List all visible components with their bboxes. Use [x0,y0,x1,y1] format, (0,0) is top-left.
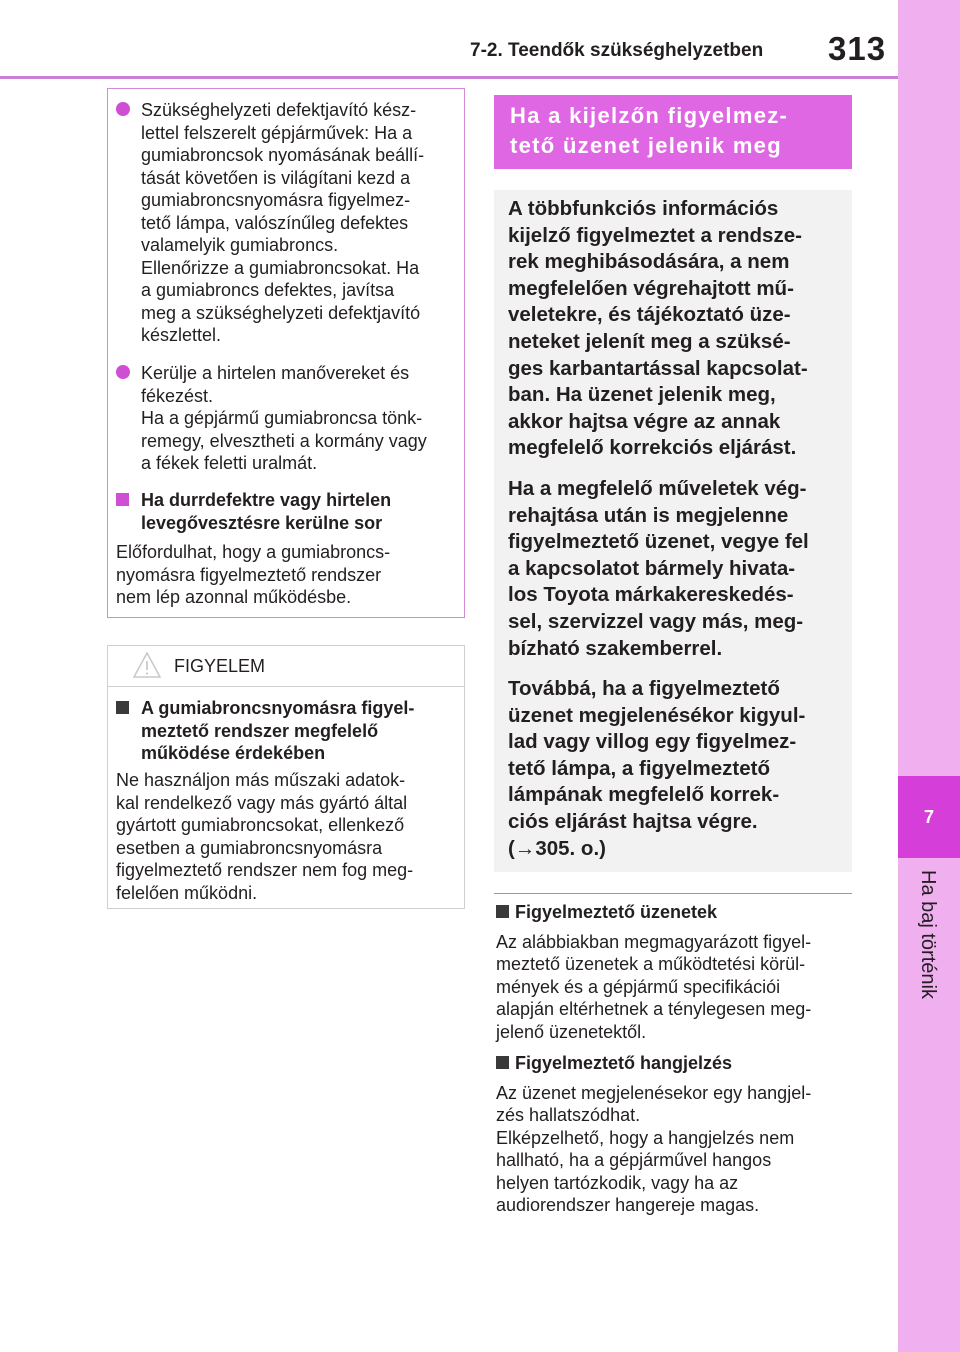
note-subheading-text [141,489,460,534]
note-bullet-1-text [141,99,460,347]
text-line: meztető üzenetek a működtetési körül- [496,954,806,974]
text-line: gyártott gumiabroncsokat, ellenkező [116,815,405,835]
text-line: Előfordulhat, hogy a gumiabroncs- [116,542,391,562]
text-line: alapján eltérhetnek a ténylegesen meg- [496,999,812,1019]
warning-title: FIGYELEM [174,656,266,676]
sound-heading [496,1052,852,1075]
text-line: meztető rendszer megfelelő [141,720,379,741]
text-line: sel, szervizzel vagy más, meg- [508,609,804,633]
warning-subheading-text [141,697,460,765]
text-line: kal rendelkező vagy más gyártó által [116,792,408,813]
note-subheading [116,489,460,534]
info-box [494,190,852,872]
warning-header [108,646,464,687]
text-line: Szükséghelyzeti defektjavító kész- [141,100,417,120]
note-bullet-2 [116,362,460,475]
text-line: lad vagy villog egy figyelmez- [508,730,797,754]
header-rule [0,76,898,79]
section-heading [494,95,852,169]
text-line: jelenő üzenetektől. [496,1021,647,1042]
text-line: helyen tartózkodik, vagy ha az [496,1172,739,1193]
text-line: ban. Ha üzenet jelenik meg, [508,383,776,407]
divider [494,893,852,894]
text-line: mények és a gépjármű specifikációi [496,976,781,997]
text-line: A gumiabroncsnyomásra figyel- [141,698,415,718]
text-line: Ne használjon más műszaki adatok- [116,770,406,790]
text-line: tását követően is világítani kezd a [141,167,411,188]
square-bullet-icon [116,493,129,506]
warning-triangle-icon [132,651,162,679]
text-line: megfelelően végrehajtott mű- [508,276,794,300]
text-line: Az üzenet megjelenésekor egy hangjel- [496,1082,812,1103]
text-line: a fékek feletti uralmát. [141,453,318,473]
chapter-number-tab: 7 [898,776,960,858]
text-line: tető lámpa, valószínűleg defektes [141,212,409,233]
text-line: megfelelő korrekciós eljárást. [508,436,797,460]
text-line: Kerülje a hirtelen manővereket és [141,363,410,383]
messages-body [496,931,852,1044]
text-line: Továbbá, ha a figyelmeztető [508,677,780,700]
sound-body [496,1082,852,1217]
text-line: a gumiabroncs defektes, javítsa [141,280,395,300]
bullet-dot-icon [116,365,130,379]
text-line: tető üzenet jelenik meg [510,133,782,158]
text-line: Ha a megfelelő műveletek vég- [508,477,807,500]
text-line: valamelyik gumiabroncs. [141,235,339,255]
info-paragraph-2 [508,476,844,662]
warning-body [116,769,460,904]
text-line: kijelző figyelmeztet a rendsze- [508,223,802,247]
text-line: felelően működni. [116,882,258,903]
text-line: hallható, ha a gépjárművel hangos [496,1150,772,1170]
text-line: lettel felszerelt gépjárművek: Ha a [141,122,413,143]
text-line: nem lép azonnal működésbe. [116,587,352,607]
text-line: Ha a kijelzőn figyelmez- [510,103,789,128]
section-title: 7-2. Teendők szükséghelyzetben [470,40,764,61]
text-line: Ha a gépjármű gumiabroncsa tönk- [141,408,423,428]
chapter-side-band [898,0,960,1352]
text-line: bízható szakemberrel. [508,636,723,660]
text-line: működése érdekében [141,743,326,763]
text-line: Elképzelhető, hogy a hangjelzés nem [496,1127,795,1148]
text-line: tető lámpa, a figyelmeztető [508,756,771,780]
text-line: audiorendszer hangereje magas. [496,1195,760,1215]
info-paragraph-3 [508,676,844,862]
warning-subheading [116,697,460,765]
note-bullet-2-text [141,362,460,475]
text-line: Ellenőrizze a gumiabroncsokat. Ha [141,257,420,278]
text-line: zés hallatszódhat. [496,1105,641,1125]
text-line: figyelmeztető üzenet, vegye fel [508,530,809,554]
text-line: esetben a gumiabroncsnyomásra [116,837,383,858]
text-line: ges karbantartással kapcsolat- [508,356,808,380]
info-paragraph-1 [508,196,844,462]
text-line: levegővesztésre kerülne sor [141,512,383,533]
warning-box [107,645,465,909]
messages-heading [496,901,852,924]
text-line: A többfunkciós információs [508,197,779,220]
text-line: akkor hajtsa végre az annak [508,409,781,433]
text-line: fékezést. [141,385,214,406]
text-line: üzenet megjelenésékor kigyul- [508,703,806,727]
text-line: meg a szükséghelyzeti defektjavító [141,302,421,323]
square-bullet-icon [116,701,129,714]
notes-box [107,88,465,618]
note-body [116,541,460,609]
messages-section [496,901,852,1043]
text-line: Az alábbiakban megmagyarázott figyel- [496,931,812,952]
text-line: neteket jelenít meg a szüksé- [508,329,791,353]
text-line: remegy, elvesztheti a kormány vagy [141,430,427,451]
text-line: figyelmeztető rendszer nem fog meg- [116,860,414,880]
chapter-title: Ha baj történik [917,870,939,999]
text-line: ciós eljárást hajtsa végre. [508,809,758,833]
square-bullet-icon [496,905,509,918]
page-number: 313 [828,30,887,67]
text-line: lámpának megfelelő korrek- [508,783,780,807]
bullet-dot-icon [116,102,130,116]
note-bullet-1 [116,99,460,347]
text-line: veletekre, és tájékoztató üze- [508,303,791,327]
text-line: (→305. o.) [508,836,606,860]
sound-heading-text: Figyelmeztető hangjelzés [515,1053,733,1073]
text-line: Ha durrdefektre vagy hirtelen [141,490,392,510]
square-bullet-icon [496,1056,509,1069]
text-line: rehajtása után is megjelenne [508,503,789,527]
text-line: nyomásra figyelmeztető rendszer [116,564,382,585]
text-line: készlettel. [141,325,222,345]
messages-heading-text: Figyelmeztető üzenetek [515,902,718,922]
text-line: rek meghibásodására, a nem [508,250,790,274]
text-line: gumiabroncsok nyomásának beállí- [141,145,425,165]
text-line: a kapcsolatot bármely hivata- [508,556,796,580]
text-line: gumiabroncsnyomásra figyelmez- [141,190,411,210]
text-line: los Toyota márkakereskedés- [508,583,794,607]
sound-section [496,1052,852,1217]
